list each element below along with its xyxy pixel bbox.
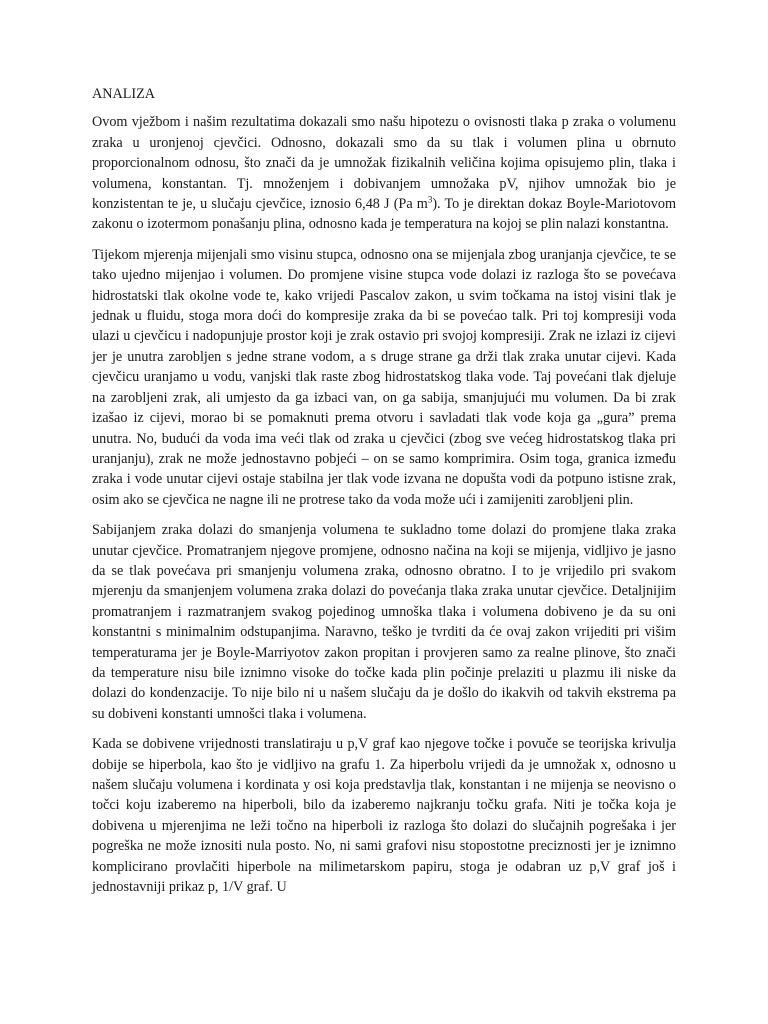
- section-heading: ANALIZA: [92, 86, 156, 102]
- paragraph-3: Sabijanjem zraka dolazi do smanjenja volumena te sukladno tome dolazi do promjene tlaka zraka unutar cjevčice. Promatranjem njegove promjene, odnosno načina na koji se mijenja, vidljivo je jasno da se tlak povećava pri smanjenju volumena zraka, odnosno obratno. I to je vrijedilo pri svakom mjerenju da smanjenjem volumena zraka dolazi do povećanja tlaka zraka unutar cjevčice. Detaljnijim promatranjem i razmatranjem svakog pojedinog umnoška tlaka i volumena dobiveno je da su oni konstantni s minimalnim odstupanjima. Naravno, teško je tvrditi da će ovaj zakon vrijediti pri višim temperaturama jer je Boyle-Marriyotov zakon propitan i provjeren samo za realne plinove, što znači da temperature nisu bile iznimno visoke do točke kada plin počinje prelaziti u plazmu ili niske da dolazi do kondenzacije. To nije bilo ni u našem slučaju da je došlo do ikakvih od takvih ekstrema pa su dobiveni konstanti umnošci tlaka i volumena.: [92, 522, 676, 722]
- paragraph-4: Kada se dobivene vrijednosti translatiraju u p,V graf kao njegove točke i povuče se teorijska krivulja dobije se hiperbola, kao što je vidljivo na grafu 1. Za hiperbolu vrijedi da je umnožak x, odnosno u našem slučaju volumena i kordinata y osi koja predstavlja tlak, konstantan i ne mijenja se neovisno o točci koju izaberemo na hiperboli, bilo da izaberemo najkranju točku grafa. Niti je točka koja je dobivena u mjerenjima ne leži točno na hiperboli iz razloga što dolazi do slučajnih pogrešaka i jer pogreška ne može iznositi nula posto. No, ni sami grafovi nisu stopostotne preciznosti jer je iznimno komplicirano provlačiti hiperbole na milimetarskom papiru, stoga je odabran uz p,V graf još i jednostavniji prikaz p, 1/V graf. U: [92, 736, 676, 896]
- document-page: [92, 84, 676, 907]
- paragraph-2: Tijekom mjerenja mijenjali smo visinu stupca, odnosno ona se mijenjala zbog uranjanja cjevčice, te se tako ujedno mijenjao i volumen. Do promjene visine stupca vode dolazi iz razloga što se povećava hidrostatski tlak okolne vode te, kako vrijedi Pascalov zakon, u svim točkama na istoj visini tlak je jednak u fluidu, stoga mora doći do kompresije zraka da bi se povećao talk. Pri toj kompresiji voda ulazi u cjevčicu i nadopunjuje prostor koji je zrak ostavio pri svojoj kompresiji. Zrak ne izlazi iz cijevi jer je unutra zarobljen s jedne strane vodom, a s druge strane ga drži tlak zraka unutar cijevi. Kada cjevčicu uranjamo u vodu, vanjski tlak raste zbog hidrostatskog tlaka vode. Taj povećani tlak djeluje na zarobljeni zrak, ali umjesto da ga izbaci van, on ga sabija, smanjujući mu volumen. Da bi zrak izašao iz cijevi, morao bi se pomaknuti prema otvoru i savladati tlak vode koja ga „gura” prema unutra. No, budući da voda ima veći tlak od zraka u cjevčici (zbog sve većeg hidrostatskog tlaka pri uranjanju), zrak ne može jednostavno pobjeći – on se samo komprimira. Osim toga, granica između zraka i vode unutar cijevi ostaje stabilna jer tlak vode izvana ne dopušta vodi da potpuno istisne zrak, osim ako se cjevčica ne nagne ili ne protrese tako da voda može ući i zamijeniti zarobljeni plin.: [92, 246, 676, 508]
- paragraph-1-text: Ovom vježbom i našim rezultatima dokazali smo našu hipotezu o ovisnosti tlaka p zraka o volumenu zraka u uronjenoj cjevčici. Odnosno, dokazali smo da su tlak i volumen plina u obrnuto proporcionalnom odnosu, što znači da je umnožak fizikalnih veličina kojima opisujemo plin, tlaka i volumena, konstantan. Tj. množenjem i dobivanjem umnožaka pV, njihov umnožak bio je konzistentan te je, u slučaju cjevčice, iznosio 6,48 J (Pa m: [92, 114, 676, 213]
- superscript-exponent: 3: [427, 194, 433, 205]
- paragraph-1: [92, 112, 676, 234]
- paragraph-1-text-end: ). To je direktan dokaz Boyle-Mariotovom zakonu o izotermom ponašanju plina, odnosno kada je temperatura na kojoj se plin nalazi konstantna.: [92, 196, 676, 233]
